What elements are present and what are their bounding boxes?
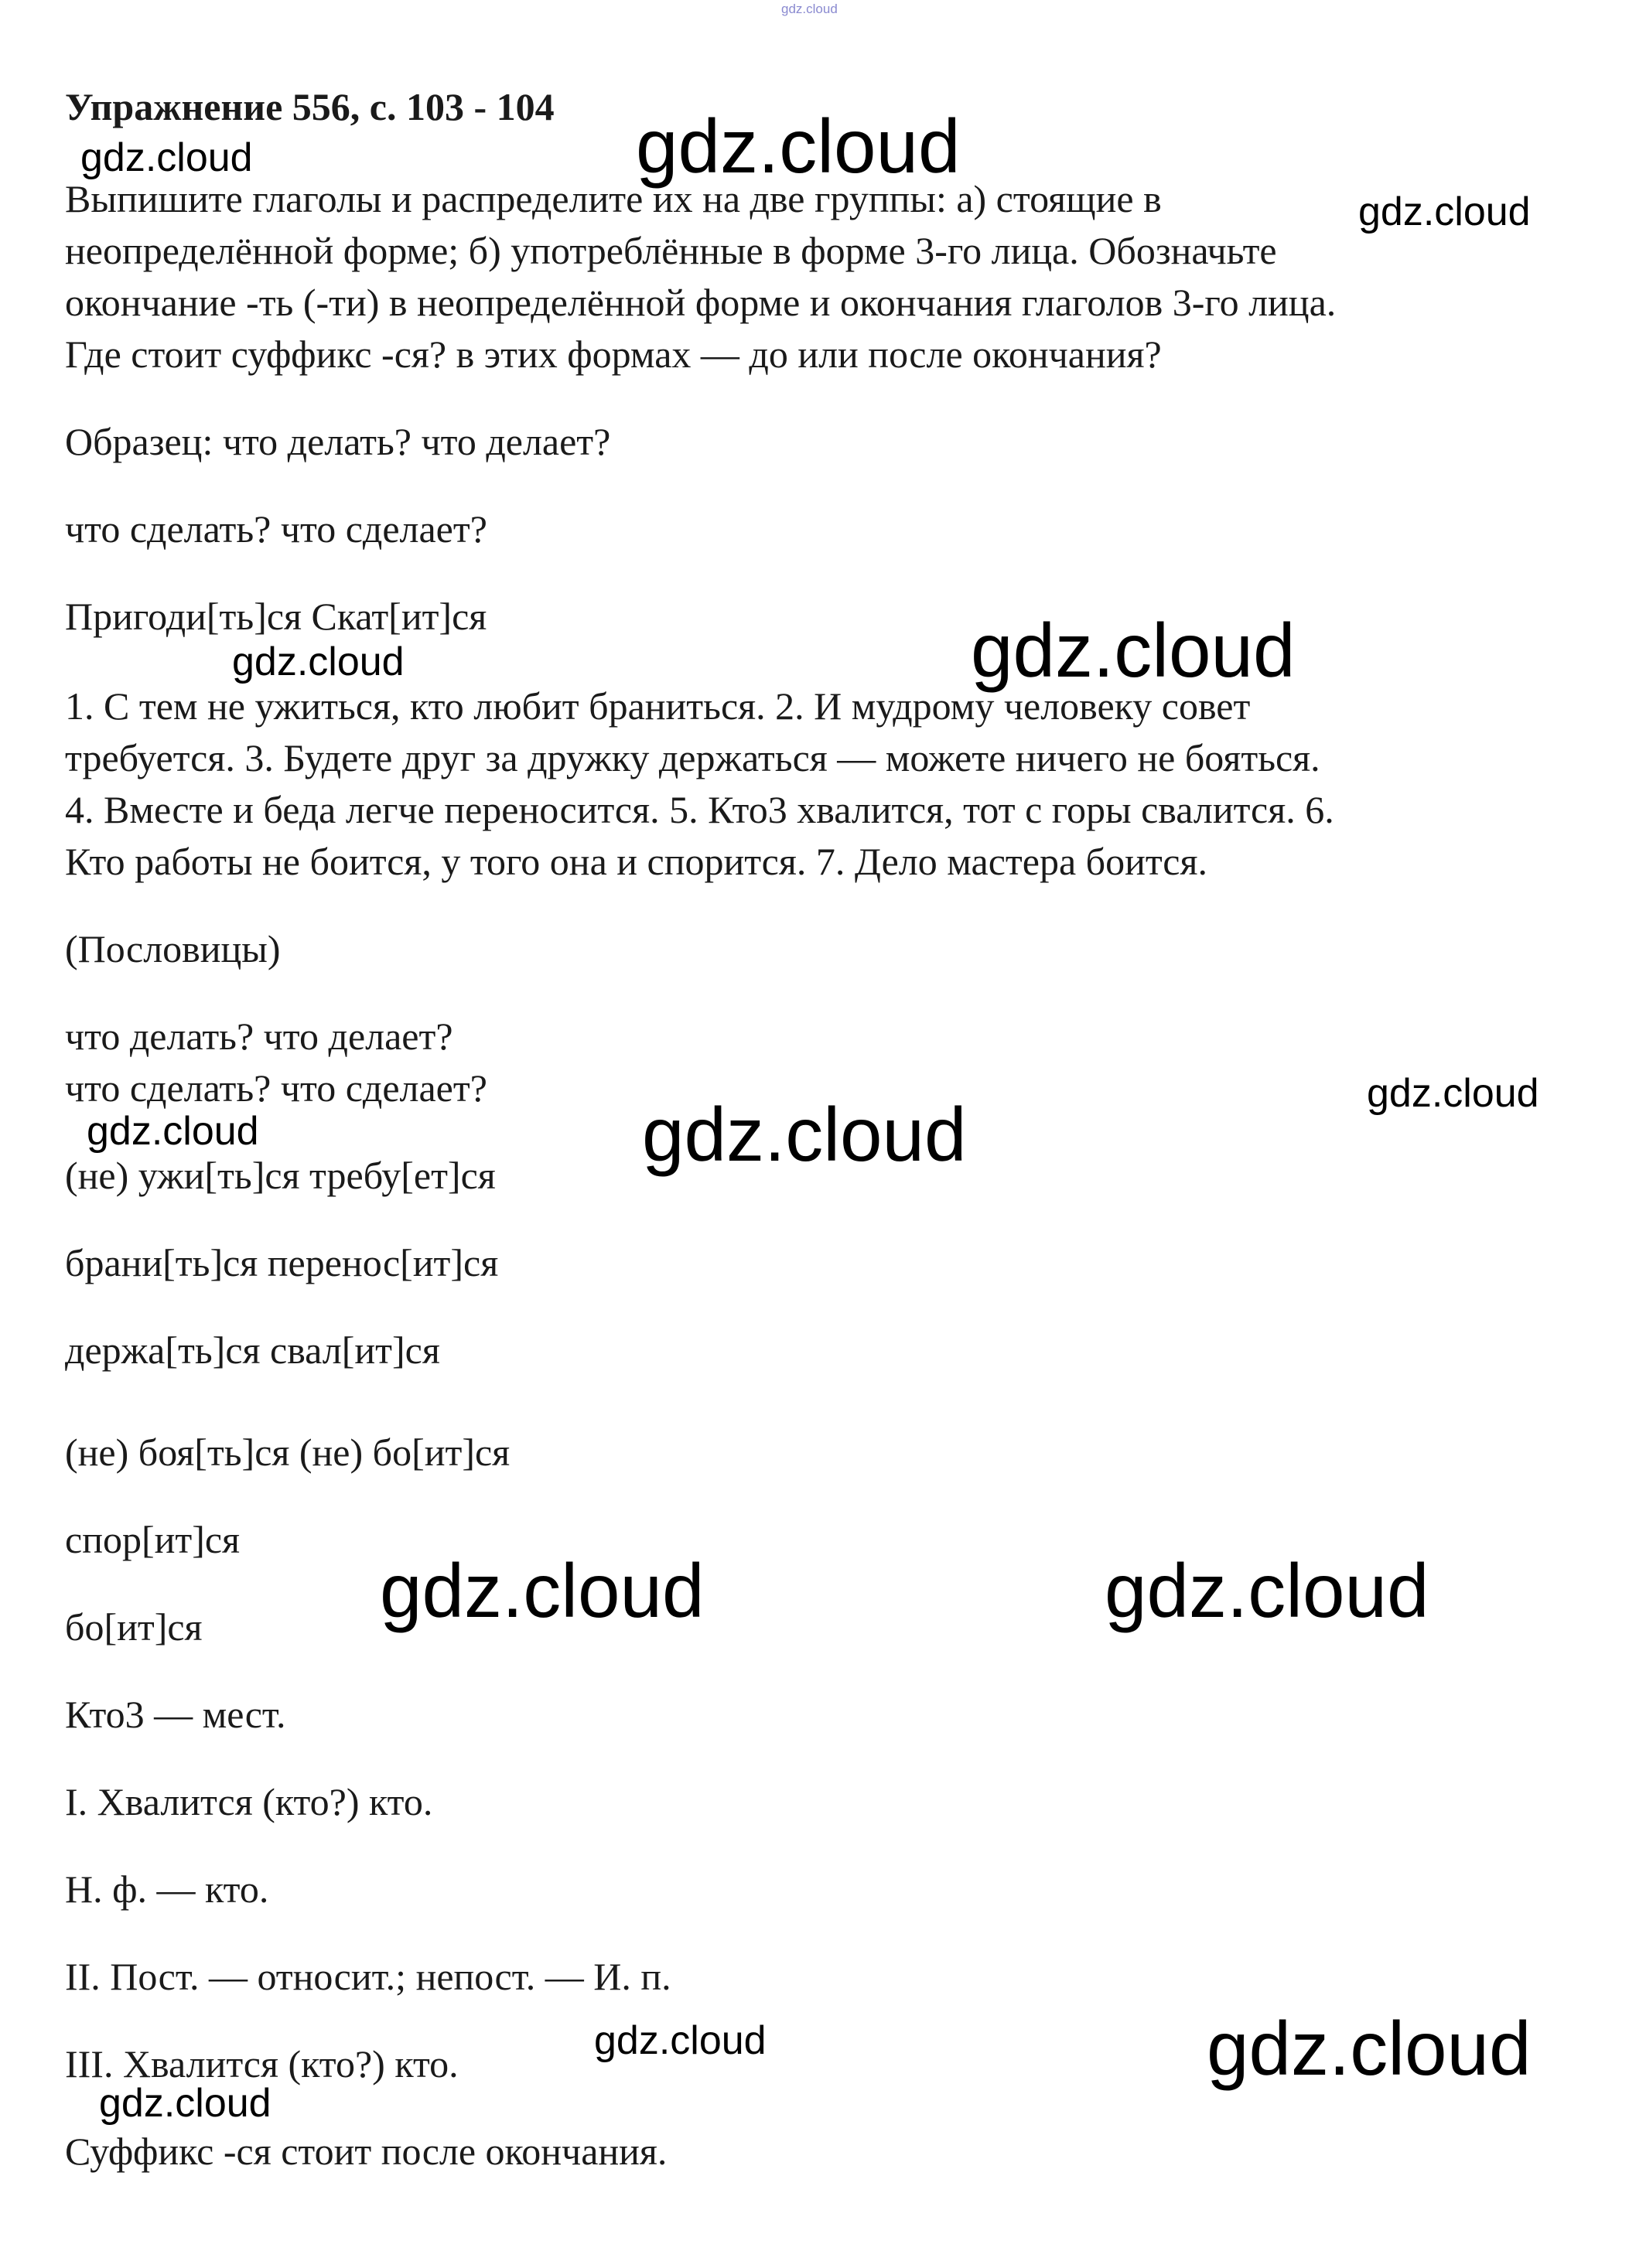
task-line: неопределённой форме; б) употреблённые в форме 3-го лица. Обозначьте	[65, 229, 1277, 272]
watermark: gdz.cloud	[80, 135, 253, 180]
conclusion-line: Суффикс -ся стоит после окончания.	[65, 2130, 668, 2173]
watermark: gdz.cloud	[380, 1548, 705, 1633]
sample-line: Образец: что делать? что делает?	[65, 420, 611, 463]
watermark: gdz.cloud	[636, 104, 961, 189]
watermark: gdz.cloud	[1207, 2006, 1532, 2091]
exercise-title: Упражнение 556, с. 103 - 104	[65, 85, 555, 128]
watermark: gdz.cloud	[642, 1092, 967, 1177]
analysis-line: II. Пост. — относит.; непост. — И. п.	[65, 1955, 671, 1998]
sample-line: что сделать? что сделает?	[65, 507, 487, 551]
answer-question: что делать? что делает?	[65, 1015, 453, 1058]
header-watermark: gdz.cloud	[781, 2, 838, 16]
answer-row: брани[ть]ся перенос[ит]ся	[65, 1241, 499, 1284]
source-line: (Пословицы)	[65, 927, 281, 970]
answer-row: спор[ит]ся	[65, 1518, 241, 1561]
proverb-line: требуется. 3. Будете друг за дружку держаться — можете ничего не бояться.	[65, 736, 1320, 779]
watermark: gdz.cloud	[99, 2081, 272, 2126]
proverb-line: 4. Вместе и беда легче переносится. 5. Кто3 хвалится, тот с горы свалится. 6.	[65, 788, 1334, 831]
answer-question: что сделать? что сделает?	[65, 1066, 487, 1110]
answer-row: держа[ть]ся свал[ит]ся	[65, 1328, 440, 1372]
watermark: gdz.cloud	[1358, 189, 1531, 234]
sample-line: Пригоди[ть]ся Скат[ит]ся	[65, 595, 487, 638]
analysis-line: Кто3 — мест.	[65, 1693, 286, 1736]
analysis-line: I. Хвалится (кто?) кто.	[65, 1780, 433, 1823]
task-line: Где стоит суффикс -ся? в этих формах — до или после окончания?	[65, 333, 1162, 376]
analysis-line: III. Хвалится (кто?) кто.	[65, 2042, 459, 2086]
watermark: gdz.cloud	[232, 639, 405, 684]
task-line: Выпишите глаголы и распределите их на две группы: а) стоящие в	[65, 177, 1162, 220]
analysis-line: Н. ф. — кто.	[65, 1867, 269, 1911]
watermark: gdz.cloud	[594, 2018, 767, 2063]
answer-row: (не) ужи[ть]ся требу[ет]ся	[65, 1154, 496, 1197]
answer-row: (не) боя[ть]ся (не) бо[ит]ся	[65, 1431, 511, 1474]
watermark: gdz.cloud	[1367, 1071, 1539, 1116]
watermark: gdz.cloud	[971, 608, 1296, 693]
proverb-line: 1. С тем не ужиться, кто любит браниться. 2. И мудрому человеку совет	[65, 684, 1251, 728]
watermark: gdz.cloud	[87, 1109, 259, 1154]
task-line: окончание -ть (-ти) в неопределённой форме и окончания глаголов 3-го лица.	[65, 281, 1337, 324]
proverb-line: Кто работы не боится, у того она и спорится. 7. Дело мастера боится.	[65, 840, 1208, 883]
answer-row: бо[ит]ся	[65, 1605, 203, 1649]
watermark: gdz.cloud	[1105, 1548, 1429, 1633]
